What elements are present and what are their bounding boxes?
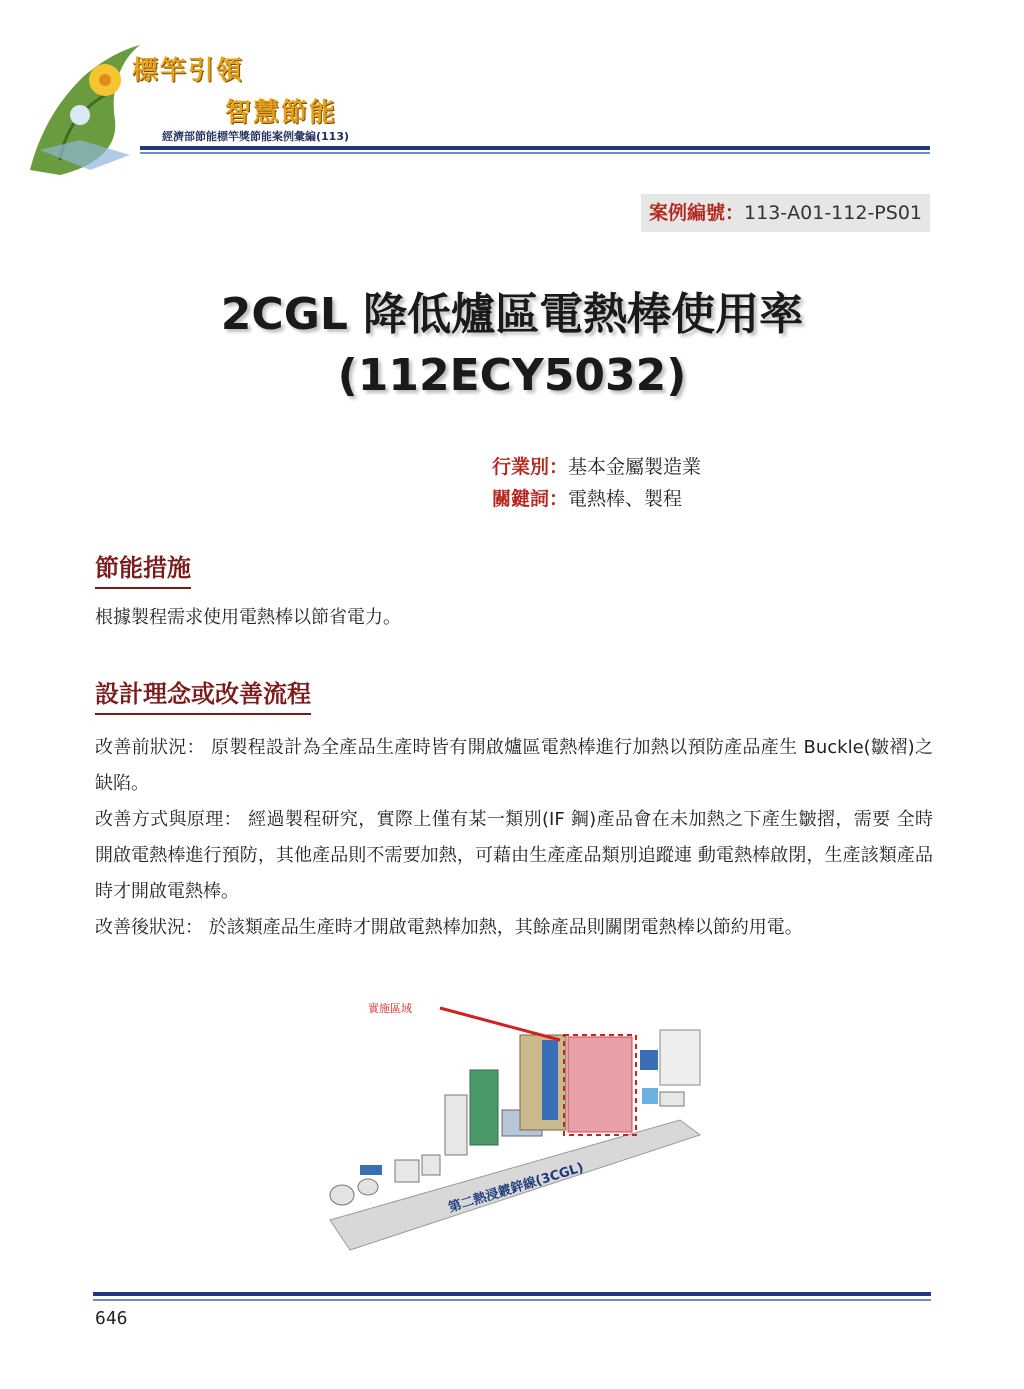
- process-line-figure: [320, 1000, 710, 1260]
- industry-value: 基本金屬製造業: [568, 456, 702, 478]
- case-number-label: 案例編號：: [649, 202, 745, 224]
- furnace-zone: [568, 1037, 632, 1132]
- section-underline: [95, 713, 311, 715]
- section-heading-measures: [95, 548, 191, 583]
- slogan-line-1: 標竿引領: [132, 56, 245, 86]
- section-heading-design-text: 設計理念或改善流程: [95, 680, 311, 708]
- page-number: 646: [95, 1308, 128, 1329]
- measures-paragraph: 根據製程需求使用電熱棒以節省電力。: [95, 607, 401, 628]
- section-heading-measures-text: 節能措施: [95, 554, 191, 582]
- industry-row: [492, 452, 701, 479]
- footer-rule: [93, 1292, 931, 1296]
- figure-callout-label: 實施區域: [368, 1002, 412, 1015]
- header-rule: [140, 146, 930, 150]
- callout-arrow: [440, 1008, 560, 1040]
- keywords-label: 關鍵詞：: [492, 488, 569, 510]
- keywords-value: 電熱棒、製程: [568, 488, 683, 510]
- case-number-value: 113-A01-112-PS01: [744, 202, 922, 224]
- slogan-line-2: 智慧節能: [225, 98, 338, 128]
- industry-label: 行業別：: [492, 456, 569, 478]
- keywords-row: [492, 484, 682, 511]
- section-underline: [95, 587, 191, 589]
- footer-rule-thin: [93, 1299, 931, 1301]
- page-title-line-1: 2CGL 降低爐區電熱棒使用率: [220, 289, 804, 340]
- header-caption: 經濟部節能標竿獎節能案例彙編(113): [162, 130, 350, 143]
- figure-line-label: 第二熱浸鍍鋅線(3CGL): [446, 1160, 586, 1216]
- case-number-box: [641, 194, 930, 232]
- page-header: [20, 20, 940, 180]
- section-heading-design: [95, 674, 311, 709]
- page-title-line-2: (112ECY5032): [337, 350, 687, 401]
- design-paragraph: 改善前狀況： 原製程設計為全產品生產時皆有開啟爐區電熱棒進行加熱以預防產品產生 Buckle(皺褶)之缺陷。 改善方式與原理： 經過製程研究，實際上僅有某一類別(IF 鋼)產品會在未加熱之下產生皺摺，需要 全時開啟電熱棒進行預防，其他產品則不需要加熱，可藉由生產產品類別追蹤連 動電熱棒啟閉，生產該類產品時才開啟電熱棒。 改善後狀況： 於該類產品生產時才開啟電熱棒加熱，其餘產品則關閉電熱棒以節約用電。: [95, 737, 933, 938]
- logo-illustration: [20, 20, 150, 180]
- header-rule-thin: [140, 152, 930, 154]
- exit-equipment: [640, 1030, 700, 1106]
